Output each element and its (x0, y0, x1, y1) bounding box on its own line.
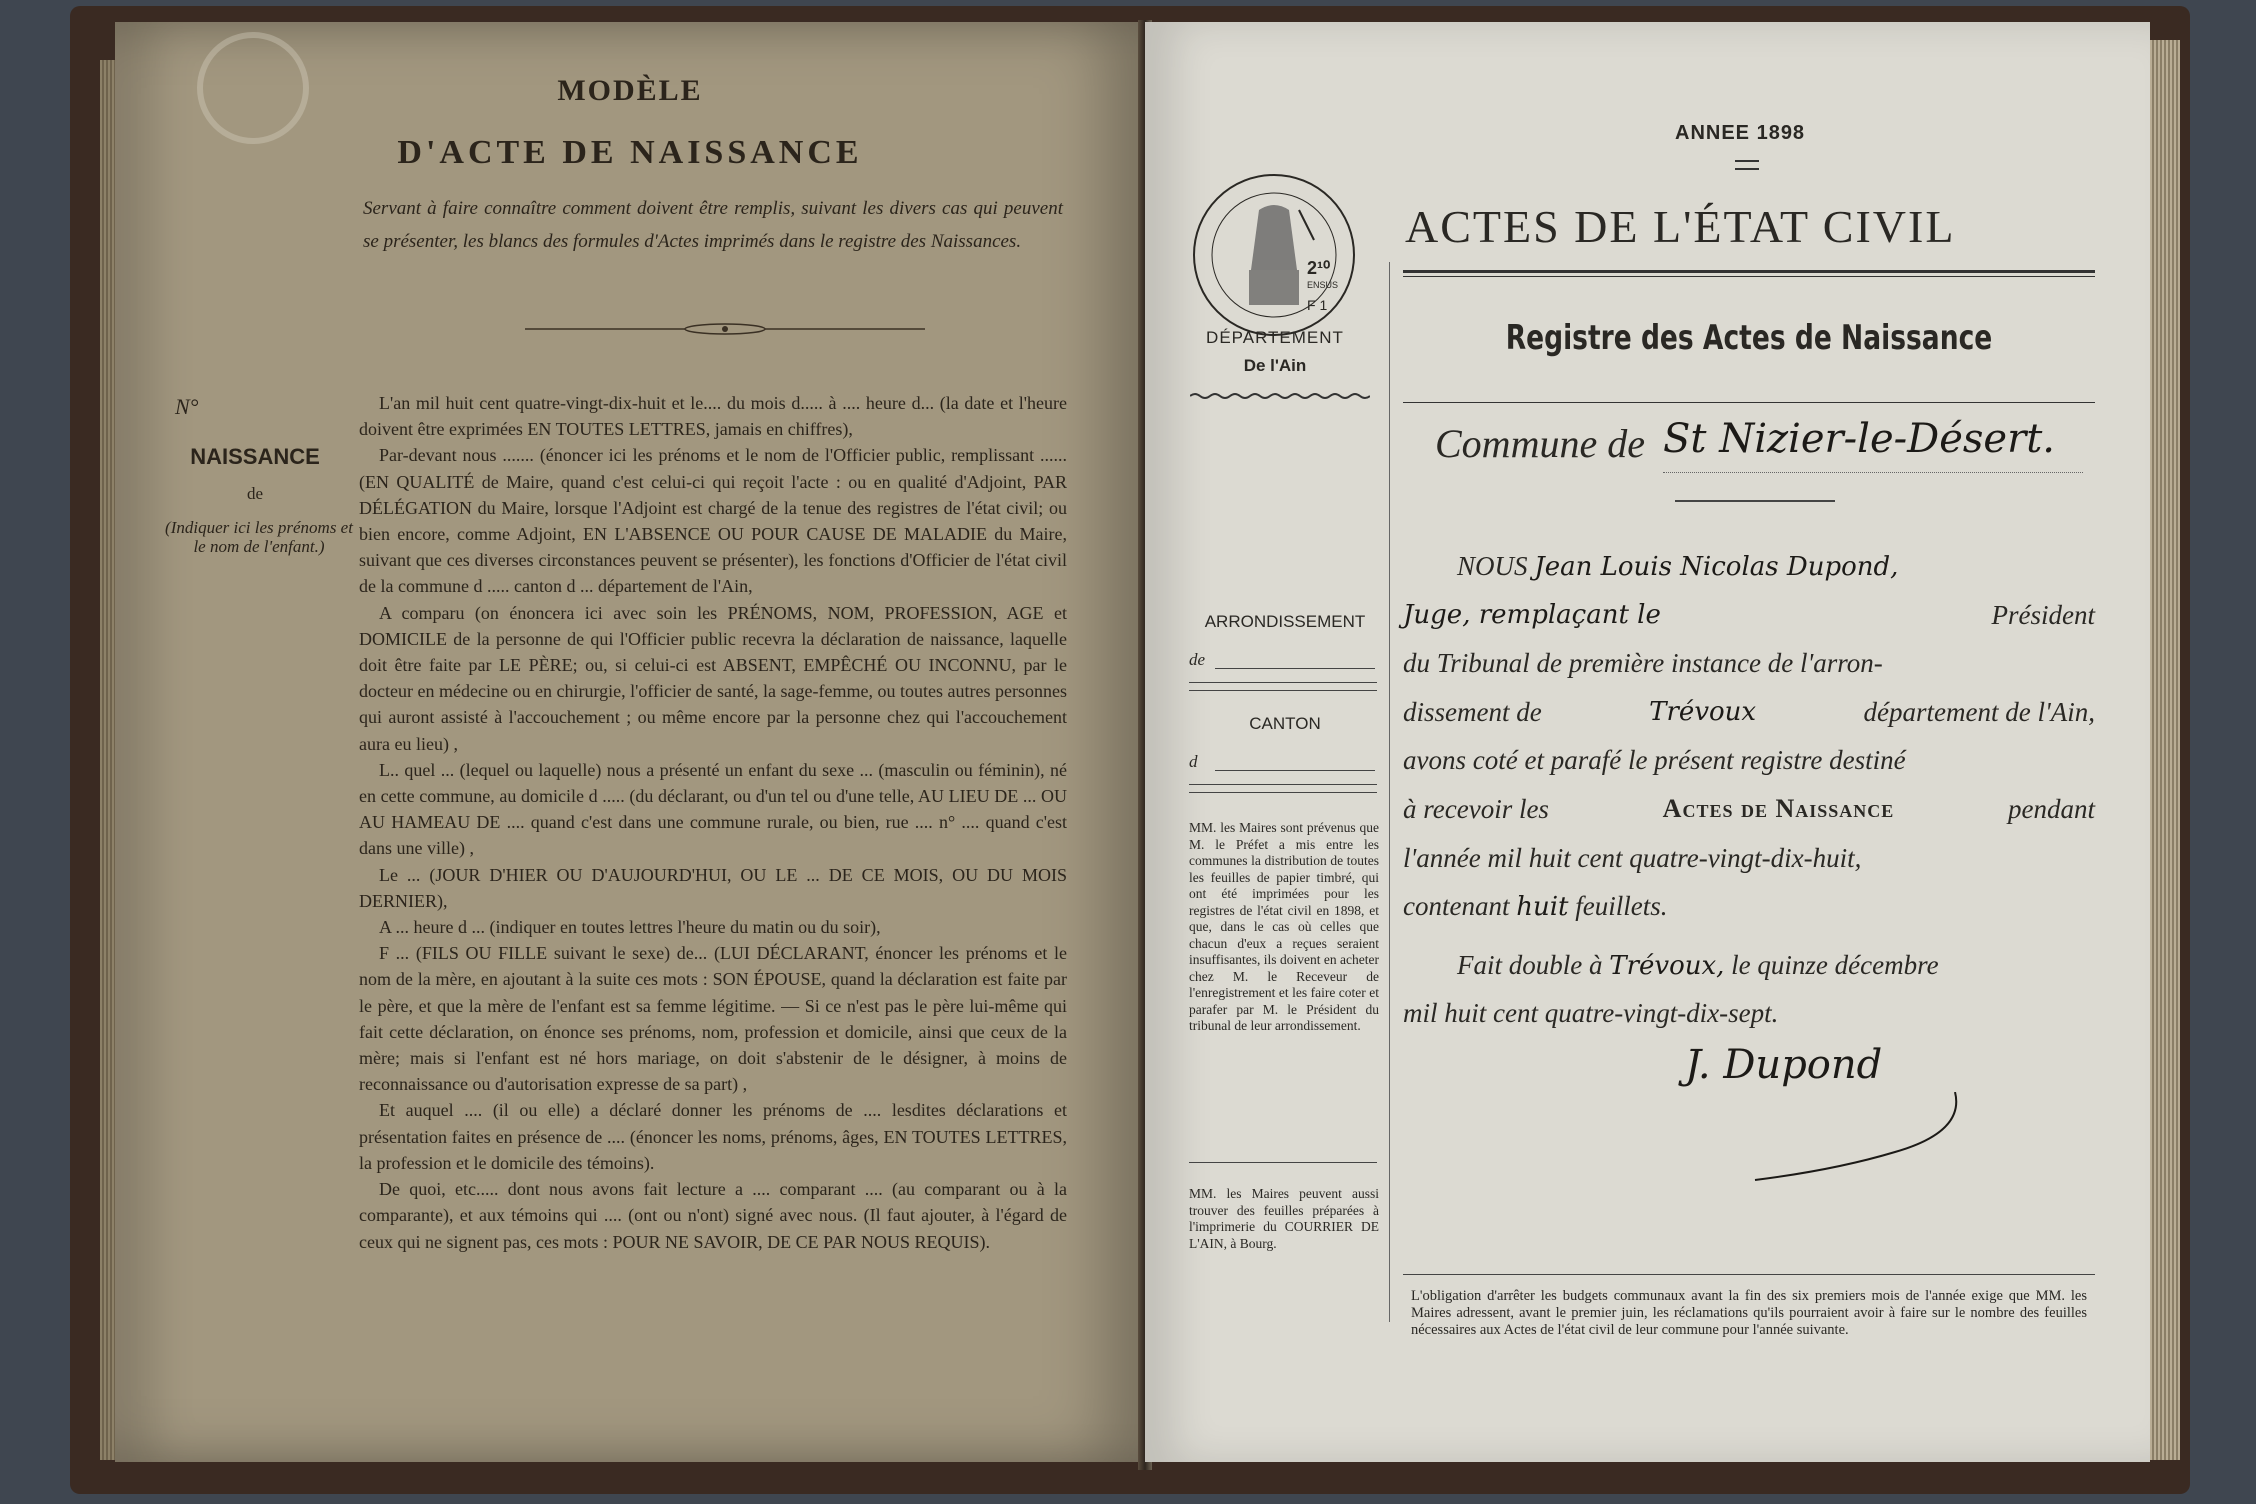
arrondissement-label: ARRONDISSEMENT (1204, 612, 1366, 631)
page-title: ACTES DE L'ÉTAT CIVIL (1405, 201, 1956, 252)
canton-rule (1189, 792, 1377, 793)
registration-text (1403, 542, 2095, 1038)
left-paragraph: Le ... (JOUR D'HIER OU D'AUJOURD'HUI, OU LE ... DE CE MOIS, OU DU MOIS DERNIER), (359, 864, 1067, 911)
commune-handwritten: St Nizier-le-Désert. (1663, 416, 2055, 462)
seal-f: F 1 (1307, 297, 1328, 313)
nous-label: NOUS (1457, 551, 1528, 581)
arrondissement-rule (1189, 682, 1377, 683)
canton-label: CANTON (1249, 714, 1321, 733)
left-page (115, 22, 1145, 1462)
left-paragraph: Et auquel .... (il ou elle) a déclaré donner les prénoms de .... lesdites déclarations et présentation faites en présence de .... (énoncer les noms, prénoms, âges, EN TOUTES LETTRES, la profession et le domicile des témoins). (359, 1100, 1067, 1173)
body-line: département de l'Ain, (1863, 696, 2095, 727)
commune-dotted-line (1663, 472, 2083, 473)
seal-value: 2¹⁰ (1307, 258, 1331, 278)
footnote: L'obligation d'arrêter les budgets communaux avant la fin des six premiers mois de l'année exige que MM. les Maires adressent, avant le premier juin, les réclamations qu'ils pourraient avoir à faire sur le nombre des feuilles nécessaires aux Actes de l'état civil de leur commune pour l'année suivante. (1411, 1288, 2087, 1338)
wavy-divider (1190, 392, 1370, 400)
sidenote-rule (1189, 1162, 1377, 1163)
left-title-modele: MODÈLE (557, 74, 703, 107)
sidenote-courrier: MM. les Maires peuvent aussi trouver des feuilles préparées à l'imprimerie du COURRIER DE L'AIN, à Bourg. (1189, 1186, 1379, 1251)
sidenote-maires: MM. les Maires sont prévenus que M. le Préfet a mis entre les communes la distribution de toutes les feuilles de papier timbré, qui ont été imprimées pour les registres de l'état civil en 1898, et que, dans le cas où celles que chacun d'eux a reçues seraient insuffisantes, ils doivent en acheter chez M. le Receveur de l'enregistrement et les faire coter et parafer par M. le Président du tribunal de leur arrondissement. (1189, 820, 1379, 1033)
left-paragraph: A comparu (on énoncera ici avec soin les PRÉNOMS, NOM, PROFESSION, AGE et DOMICILE de la personne de qui l'Officier public recevra la déclaration de naissance, laquelle doit être faite par LE PÈRE; ou, si celui-ci est ABSENT, EMPÊCHÉ OU INCONNU, par le docteur en médecine ou en chirurgie, l'officier de santé, la sage-femme, ou toutes autres personnes qui auront assisté à l'accouchement ; ou même encore par la personne chez qui l'accouchement aura eu lieu) , (359, 602, 1067, 754)
left-paragraph: Par-devant nous ....... (énoncer ici les prénoms et le nom de l'Officier public, remplissant ...... (EN QUALITÉ de Maire, quand c'est celui-ci qui reçoit l'acte : ou en qualité d'Adjoint, PAR DÉLÉGATION du Maire, lorsque l'Adjoint est chargé de la tenue des registres de l'état civil; ou bien encore, comme Adjoint, EN L'ABSENCE OU POUR CAUSE DE MALADIE du Maire, suivant que ces diverses circonstances peuvent se présenter), les fonctions d'Officier de l'état civil de la commune d ..... canton d ... département de l'Ain, (359, 445, 1067, 597)
register-subtitle: Registre des Actes de Naissance (1505, 318, 1993, 358)
left-paragraph: L.. quel ... (lequel ou laquelle) nous a présenté un enfant du sexe ... (masculin ou féminin), né en cette commune, au domicile d ..... (du déclarant, ou d'un tel ou d'une telle, AU LIEU DE ... OU AU HAMEAU DE .... quand c'est dans une commune rurale, ou bien, rue .... n° .... quand c'est dans une ville) , (359, 759, 1067, 859)
canton-line (1215, 770, 1375, 771)
body-line: à recevoir les (1403, 793, 1549, 824)
subtitle-rule (1403, 402, 2095, 403)
arrondissement-de: de (1189, 650, 1206, 669)
small-ornament (1735, 160, 1759, 170)
title-rule-thick (1403, 270, 2095, 273)
footnote-rule (1403, 1274, 2095, 1275)
left-body (359, 390, 1067, 1255)
handwritten-role: Juge, remplaçant le (1403, 599, 1661, 630)
body-line: avons coté et parafé le présent registre destiné (1403, 745, 1906, 776)
commune-label: Commune de (1435, 421, 1645, 466)
signature: J. Dupond (1685, 1042, 1883, 1088)
year-heading: ANNEE 1898 (1675, 122, 1806, 144)
margin-de: de (246, 484, 264, 503)
left-title-acte: D'ACTE DE NAISSANCE (397, 134, 863, 171)
left-paragraph: F ... (FILS OU FILLE suivant le sexe) de... (LUI DÉCLARANT, énoncer les prénoms et le nom de la mère, en ajoutant à la suite ces mots : SON ÉPOUSE, quand la déclaration est faite par le père, et que la mère de l'enfant est sa femme légitime. — Si ce n'est pas le père lui-même qui fait cette déclaration, on énonce ses prénoms, nom, profession et domicile, ainsi que ceux de la mère; mais si l'enfant est né hors mariage, on doit s'abstenir de le désigner, à moins de reconnaissance ou d'autorisation expresse de sa part) , (359, 943, 1067, 1095)
handwritten-name: Jean Louis Nicolas Dupond, (1534, 552, 1899, 582)
body-line: Fait double à (1457, 949, 1603, 980)
departement-name: De l'Ain (1243, 356, 1307, 375)
right-page (1145, 22, 2150, 1462)
title-rule-thin (1403, 276, 2095, 277)
canton-d: d (1189, 752, 1198, 771)
arrondissement-line (1215, 668, 1375, 669)
canton-rule (1189, 784, 1377, 785)
president-label: Président (1991, 599, 2095, 630)
short-rule (1675, 500, 1835, 502)
left-paragraph: De quoi, etc..... dont nous avons fait lecture a .... comparant .... (au comparant ou à la comparante), et aux témoins qui .... (ont ou n'ont) signé avec nous. (Il faut ajouter, à l'égard de ceux qui ne signent pas, ces mots : POUR NE SAVOIR, DE CE PAR NOUS REQUIS). (359, 1179, 1067, 1252)
left-paragraph: L'an mil huit cent quatre-vingt-dix-huit et le.... du mois d..... à .... heure d... (la date et l'heure doivent être exprimées EN TOUTES LETTRES, jamais en chiffres), (359, 393, 1067, 440)
margin-naissance: NAISSANCE (190, 444, 320, 469)
handwritten-city: Trévoux (1649, 696, 1757, 727)
arrondissement-rule (1189, 690, 1377, 691)
handwritten-count: huit (1516, 892, 1569, 923)
left-intro: Servant à faire connaître comment doivent être remplis, suivant les divers cas qui peuvent se présenter, les blancs des formules d'Actes imprimés dans le registre des Naissances. (363, 198, 1063, 252)
body-line: le quinze décembre (1731, 949, 1939, 980)
margin-number: N° (175, 394, 199, 419)
body-line: feuillets. (1575, 891, 1668, 922)
body-line: pendant (2008, 793, 2095, 824)
right-page-edges (2150, 40, 2180, 1460)
body-line: du Tribunal de première instance de l'arron- (1403, 648, 1883, 679)
handwritten-city-2: Trévoux, (1609, 950, 1725, 981)
margin-indiquer: (Indiquer ici les prénoms et le nom de l'enfant.) (165, 518, 353, 556)
column-divider (1389, 262, 1390, 1322)
body-line: l'année mil huit cent quatre-vingt-dix-huit, (1403, 842, 1862, 873)
ornament-rule (525, 322, 925, 336)
left-page-edges (100, 60, 116, 1460)
body-line: mil huit cent quatre-vingt-dix-sept. (1403, 998, 1779, 1029)
actes-caps: Actes de Naissance (1662, 793, 1895, 823)
left-paragraph: A ... heure d ... (indiquer en toutes lettres l'heure du matin ou du soir), (379, 917, 881, 938)
body-line: contenant (1403, 891, 1510, 922)
body-line: dissement de (1403, 696, 1542, 727)
republic-seal-stamp (1189, 170, 1359, 340)
seal-sub: ENSUS (1307, 280, 1339, 290)
signature-flourish (1745, 1092, 1965, 1182)
departement-label: DÉPARTEMENT (1206, 328, 1344, 347)
